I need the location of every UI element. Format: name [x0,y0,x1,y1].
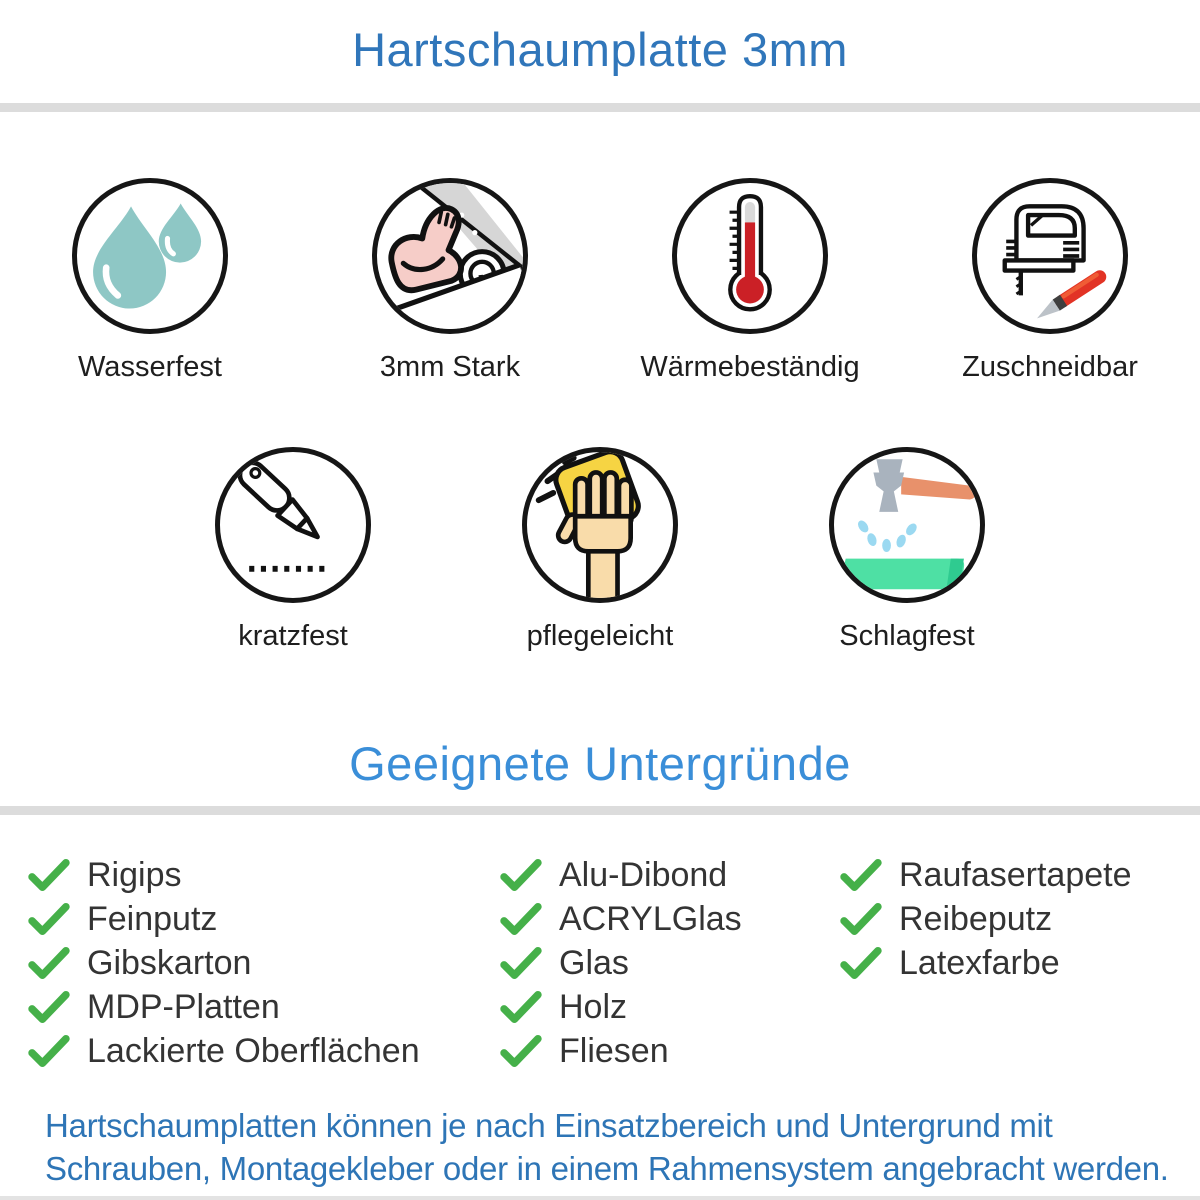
feature-label: Zuschneidbar [962,351,1138,383]
feature-schlagfest [754,447,1061,653]
footer-line: Schrauben, Montagekleber oder in einem Rahmensystem angebracht werden. [45,1150,1169,1188]
checkmark-icon [840,859,882,891]
checkmark-icon [840,903,882,935]
utility-knife-icon [215,447,371,603]
features-row-1 [0,178,1200,384]
feature-zuschneidbar [900,178,1200,384]
check-label: Fliesen [559,1031,669,1070]
check-label: Latexfarbe [899,943,1060,982]
surfaces-column-1 [28,853,500,1073]
check-label: ACRYLGlas [559,899,742,938]
checkmark-icon [500,859,542,891]
hammer-impact-icon [829,447,985,603]
list-item [28,941,500,985]
checkmark-icon [500,947,542,979]
surfaces-column-3 [840,853,1132,985]
thermometer-icon [672,178,828,334]
section-divider [0,103,1200,112]
list-item [28,1029,500,1073]
checkmark-icon [28,859,70,891]
feature-waermebestaendig [600,178,900,384]
check-label: Gibskarton [87,943,252,982]
bottom-divider [0,1196,1200,1200]
page-title: Hartschaumplatte 3mm [352,23,848,76]
feature-label: Schlagfest [839,620,975,652]
checkmark-icon [500,991,542,1023]
list-item [500,853,840,897]
list-item [840,897,1132,941]
jigsaw-cutter-icon [972,178,1128,334]
surfaces-list [28,853,1132,1073]
list-item [500,985,840,1029]
feature-label: pflegeleicht [526,620,674,652]
checkmark-icon [28,903,70,935]
check-label: Reibeputz [899,899,1053,938]
feature-label: Wärmebeständig [640,351,860,383]
checkmark-icon [28,991,70,1023]
list-item [500,1029,840,1073]
check-label: Feinputz [87,899,218,938]
surfaces-column-2 [500,853,840,1073]
footer-line: Hartschaumplatten können je nach Einsatzbereich und Untergrund mit [45,1107,1053,1144]
list-item [28,897,500,941]
check-label: Alu-Dibond [559,855,728,894]
features-row-2 [0,447,1200,653]
list-item [28,853,500,897]
feature-label: Wasserfest [78,351,222,383]
checkmark-icon [500,1035,542,1067]
feature-label: 3mm Stark [379,351,521,383]
check-label: MDP-Platten [87,987,280,1026]
check-label: Rigips [87,855,182,894]
check-label: Raufasertapete [899,855,1132,894]
feature-pflegeleicht [447,447,754,653]
check-label: Lackierte Oberflächen [87,1031,420,1070]
surfaces-heading: Geeignete Untergründe [349,737,851,790]
hand-cloth-icon [522,447,678,603]
list-item [28,985,500,1029]
list-item [840,941,1132,985]
list-item [840,853,1132,897]
checkmark-icon [500,903,542,935]
check-label: Holz [559,987,628,1026]
checkmark-icon [28,947,70,979]
water-drops-icon [72,178,228,334]
check-label: Glas [559,943,629,982]
checkmark-icon [840,947,882,979]
feature-3mm-stark [300,178,600,384]
feature-label: kratzfest [238,620,348,652]
list-item [500,941,840,985]
feature-wasserfest [0,178,300,384]
section-divider [0,806,1200,815]
checkmark-icon [28,1035,70,1067]
footer-note [45,1104,1170,1190]
muscle-arm-icon [372,178,528,334]
list-item [500,897,840,941]
feature-kratzfest [140,447,447,653]
